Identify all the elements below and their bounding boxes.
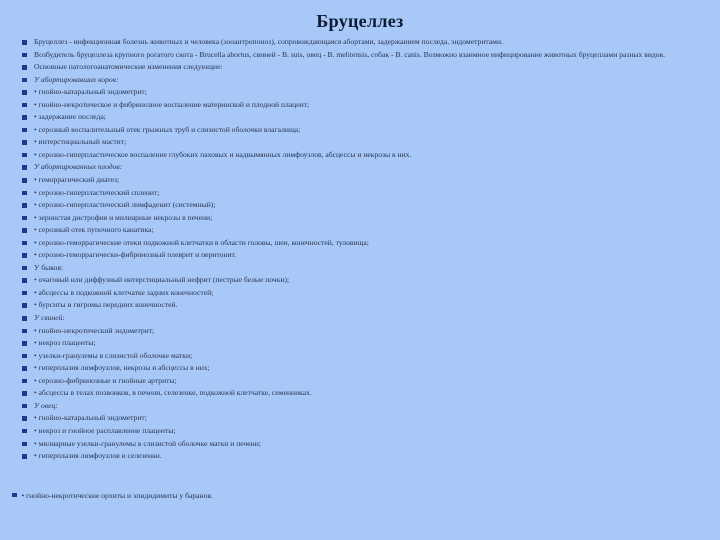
- list-item: [22, 387, 698, 400]
- list-item-text: • узелки-гранулемы в слизистой оболочке матки;: [34, 350, 193, 360]
- list-item: [22, 49, 698, 62]
- list-item: [22, 237, 698, 250]
- list-item-text: • серозно-гиперпластический лимфаденит (системный);: [34, 200, 216, 210]
- bullet-icon: [22, 391, 27, 396]
- bullet-icon: [22, 266, 27, 271]
- list-item: [22, 136, 698, 149]
- list-item: [22, 299, 698, 312]
- bullet-icon: [22, 178, 27, 183]
- list-item: [22, 174, 698, 187]
- slide-title: Бруцеллез: [316, 11, 404, 31]
- list-item-text: • серозно-гиперпластический спленит;: [34, 187, 160, 197]
- list-item-text: У овец:: [34, 400, 58, 410]
- bullet-icon: [22, 379, 27, 384]
- bullet-icon: [22, 128, 27, 133]
- list-item: [22, 124, 698, 137]
- list-item: [22, 212, 698, 225]
- list-item-text: Возбудитель бруцеллеза крупного рогатого скота - Brucella abortus, свиней - B. suis, овец - B. melitensis, собак - B. canis. Возможно взаимное инфицирование животных бруцеллами разных видов.: [34, 49, 666, 59]
- bullet-icon: [22, 442, 27, 447]
- list-item: [22, 274, 698, 287]
- bullet-icon: [22, 228, 27, 233]
- list-item: [22, 450, 698, 463]
- list-item: [22, 337, 698, 350]
- list-item-text: • геморрагический диатез;: [34, 175, 120, 185]
- list-item: [22, 375, 698, 388]
- list-item: [22, 312, 698, 325]
- list-item-text: У быков:: [34, 262, 64, 272]
- list-item-text: • абсцессы в телах позвонков, в печени, селезенке, подкожной клетчатке, семенниках.: [34, 388, 312, 398]
- list-item: [22, 36, 698, 49]
- list-item-text: • абсцессы в подкожной клетчатке задних конечностей;: [34, 287, 214, 297]
- bullet-icon: [22, 103, 27, 108]
- bullet-icon: [22, 216, 27, 221]
- list-item: [22, 86, 698, 99]
- bullet-icon: [22, 40, 27, 45]
- list-item-text: • некроз и гнойное расплавление плаценты;: [34, 425, 176, 435]
- list-item-text: • гиперплазия лимфоузлов, некрозы и абсцессы в них;: [34, 363, 210, 373]
- list-item: [22, 425, 698, 438]
- bullet-icon: [22, 291, 27, 296]
- bullet-icon: [22, 65, 27, 70]
- bullet-icon: [22, 140, 27, 145]
- bullet-icon: [22, 78, 27, 83]
- bullet-icon: [22, 303, 27, 308]
- list-item-text: • гнойно-катаральный эндометрит;: [34, 413, 147, 423]
- list-item-text: • бурситы и гигромы передних конечностей.: [34, 300, 178, 310]
- list-item: [22, 199, 698, 212]
- bullet-icon: [22, 90, 27, 95]
- list-item: [22, 187, 698, 200]
- list-item: [22, 287, 698, 300]
- list-item: [22, 325, 698, 338]
- bullet-icon: [22, 115, 27, 120]
- bullet-icon: [22, 354, 27, 359]
- bullet-icon: [22, 454, 27, 459]
- list-item: [22, 99, 698, 112]
- list-item-text: • серозный отек пупочного канатика;: [34, 225, 154, 235]
- list-item-text: • гнойно-некротический эндометрит;: [34, 325, 155, 335]
- list-item: [22, 111, 698, 124]
- list-item-text: • серозно-фибринозные и гнойные артриты;: [34, 375, 177, 385]
- bullet-icon: [22, 191, 27, 196]
- list-item: [22, 350, 698, 363]
- bullet-icon: [22, 366, 27, 371]
- list-item-text: У свиней:: [34, 313, 65, 323]
- bullet-icon: [22, 341, 27, 346]
- list-item: [22, 400, 698, 413]
- bullet-icon: [22, 429, 27, 434]
- list-item-text: • задержание последа;: [34, 112, 106, 122]
- list-item: [22, 262, 698, 275]
- list-item-text: • гнойно-катаральный эндометрит;: [34, 87, 147, 97]
- list-item: [22, 224, 698, 237]
- list-item-text: • серозно-геморрагические отеки подкожной клетчатки в области головы, шеи, конечностей, туловища;: [34, 237, 369, 247]
- bullet-icon: [22, 278, 27, 283]
- bullet-icon: [22, 203, 27, 208]
- list-item: [22, 249, 698, 262]
- list-item-text: • серозный воспалительный отек грыжных труб и слизистой оболочки влагалища;: [34, 124, 301, 134]
- list-item: [22, 74, 698, 87]
- list-item: [22, 61, 698, 74]
- bullet-icon: [22, 241, 27, 246]
- list-item: [22, 412, 698, 425]
- list-item-text: • зернистая дистрофия и милиарные некрозы в печени;: [34, 212, 213, 222]
- bullet-icon: [22, 165, 27, 170]
- list-item-text: • серозно-гиперпластическое воспаление глубоких паховых и надвымянных лимфоузлов, абсцессы и некрозы в них.: [34, 149, 412, 159]
- bullet-icon: [22, 253, 27, 258]
- bullet-icon: [22, 416, 27, 421]
- list-item-text: • серозно-геморрагически-фибринозный плеврит и перитонит.: [34, 250, 237, 260]
- list-item-text: У абортированных плодов:: [34, 162, 123, 172]
- list-item-text: • интерстициальный мастит;: [34, 137, 127, 147]
- last-item-text: • гнойно-некротические орхиты и эпидидимиты у баранов.: [21, 491, 213, 500]
- list-item: [22, 438, 698, 451]
- bullet-icon: [22, 404, 27, 409]
- list-item-text: • некроз плаценты;: [34, 338, 96, 348]
- bullet-list: [22, 36, 698, 463]
- list-item: [22, 362, 698, 375]
- list-item-text: • гнойно-некротическое и фибринозное воспаление материнской и плодной плацент;: [34, 99, 310, 109]
- list-item-text: • очаговый или диффузный интерстициальный нефрит (пестрые белые почки);: [34, 275, 290, 285]
- list-item-text: • милиарные узелки-гранулемы в слизистой оболочке матки и печени;: [34, 438, 261, 448]
- list-item-text: • гиперплазия лимфоузлов и селезенки.: [34, 451, 162, 461]
- list-item-text: Основные патологоанатомические изменения следующие:: [34, 62, 223, 72]
- bullet-icon: [22, 316, 27, 321]
- list-item: [22, 161, 698, 174]
- bullet-icon: [22, 329, 27, 334]
- bullet-icon: [22, 53, 27, 58]
- list-item-text: У абортировавших коров:: [34, 74, 119, 84]
- last-list-item: [12, 490, 213, 502]
- list-item: [22, 149, 698, 162]
- bullet-icon: [12, 493, 17, 498]
- list-item-text: Бруцеллез - инфекционная болезнь животных и человека (зооантропоноз), сопровождающаяся абортами, задержанием последа, эндометритами.: [34, 37, 503, 46]
- bullet-icon: [22, 153, 27, 158]
